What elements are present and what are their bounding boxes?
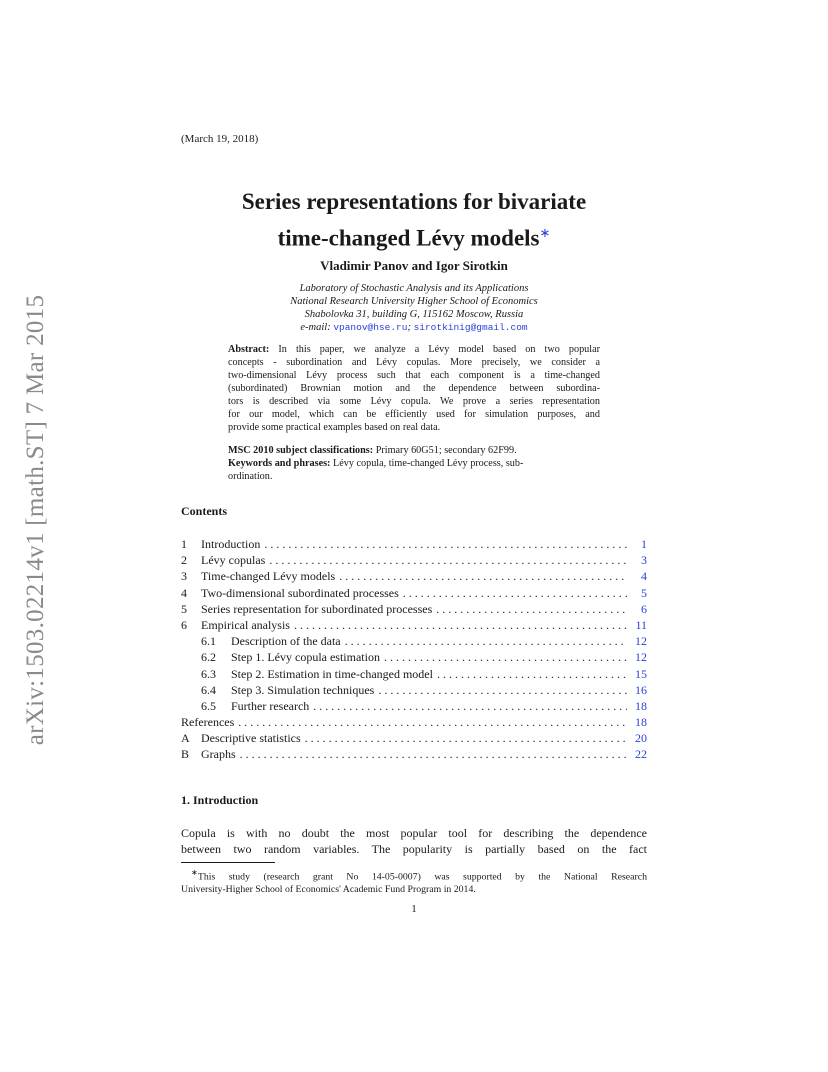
toc-title: References xyxy=(181,715,235,730)
msc-label: MSC 2010 subject classifications: xyxy=(228,445,374,456)
affiliation-line-3: Shabolovka 31, building G, 115162 Moscow, Russia xyxy=(304,309,524,320)
footnote-rule xyxy=(181,862,275,863)
body-line-1: Copula is with no doubt the most popular tool for describing the dependence xyxy=(181,826,647,840)
toc-page-link[interactable]: 6 xyxy=(641,601,647,616)
toc-row-description-of-data[interactable] xyxy=(181,634,647,650)
arxiv-identifier-stamp: arXiv:1503.02214v1 [math.ST] 7 Mar 2015 xyxy=(22,294,49,746)
toc-number: 6.4 xyxy=(201,682,216,697)
abstract-line-1 xyxy=(228,343,600,356)
toc-title: Series representation for subordinated processes xyxy=(201,601,433,616)
table-of-contents xyxy=(181,537,647,764)
toc-title: Step 1. Lévy copula estimation xyxy=(231,650,380,665)
toc-row-series-representation[interactable] xyxy=(181,602,647,618)
toc-leader-dots xyxy=(238,715,627,730)
keywords-label: Keywords and phrases: xyxy=(228,458,331,469)
toc-page-link[interactable]: 20 xyxy=(635,731,647,746)
toc-page-link[interactable]: 12 xyxy=(635,634,647,649)
toc-leader-dots xyxy=(339,569,627,584)
toc-row-step3[interactable] xyxy=(181,683,647,699)
toc-title: Two-dimensional subordinated processes xyxy=(201,585,399,600)
abstract-label: Abstract: xyxy=(228,344,270,355)
footnote xyxy=(181,866,647,896)
footnote-line-2: University-Higher School of Economics' Academic Fund Program in 2014. xyxy=(181,884,476,896)
keywords-text-1: Lévy copula, time-changed Lévy process, sub- xyxy=(333,458,524,469)
title-line-1: Series representations for bivariate xyxy=(241,189,587,214)
toc-leader-dots xyxy=(305,731,627,746)
toc-title: Further research xyxy=(231,698,310,713)
affiliation-line-1: Laboratory of Stochastic Analysis and its Applications xyxy=(299,283,529,294)
toc-page-link[interactable]: 18 xyxy=(635,715,647,730)
toc-page-link[interactable]: 15 xyxy=(635,666,647,681)
toc-number: 6.1 xyxy=(201,634,216,649)
toc-row-two-dimensional[interactable] xyxy=(181,586,647,602)
toc-page-link[interactable]: 12 xyxy=(635,650,647,665)
abstract-line-6: for our model, which can be efficiently used for simulation purposes, and xyxy=(228,409,600,420)
abstract-line-2: concepts - subordination and Lévy copulas. More precisely, we consider a xyxy=(228,357,600,368)
toc-row-descriptive-statistics[interactable] xyxy=(181,731,647,747)
toc-title: Descriptive statistics xyxy=(201,731,301,746)
toc-row-graphs[interactable] xyxy=(181,747,647,763)
toc-page-link[interactable]: 16 xyxy=(635,682,647,697)
toc-leader-dots xyxy=(378,683,627,698)
toc-title: Time-changed Lévy models xyxy=(201,569,336,584)
paper-title xyxy=(181,186,647,254)
toc-row-introduction[interactable] xyxy=(181,537,647,553)
toc-number: 6.3 xyxy=(201,666,216,681)
footnote-line-1-text: This study (research grant No 14-05-0007) was supported by the National Research xyxy=(197,871,647,883)
abstract-line-7: provide some practical examples based on real data. xyxy=(228,422,441,433)
toc-title: Lévy copulas xyxy=(201,553,266,568)
section-heading-introduction: 1. Introduction xyxy=(181,793,259,807)
affiliation-line-2: National Research University Higher School of Economics xyxy=(290,296,538,307)
toc-number: 4 xyxy=(181,585,187,600)
toc-number: 6.5 xyxy=(201,698,216,713)
toc-row-levy-copulas[interactable] xyxy=(181,553,647,569)
toc-number: 5 xyxy=(181,601,187,616)
toc-title: Graphs xyxy=(201,747,236,762)
toc-number: 3 xyxy=(181,569,187,584)
toc-leader-dots xyxy=(313,699,627,714)
toc-leader-dots xyxy=(403,586,627,601)
toc-number: 6 xyxy=(181,617,187,632)
toc-leader-dots xyxy=(240,747,627,762)
toc-number: A xyxy=(181,731,190,746)
msc-text: Primary 60G51; secondary 62F99. xyxy=(375,445,517,456)
toc-page-link[interactable]: 1 xyxy=(641,537,647,551)
toc-page-link[interactable]: 11 xyxy=(635,617,647,632)
introduction-paragraph xyxy=(181,825,647,857)
email-label: e-mail: xyxy=(300,322,331,333)
title-line-2-text: time-changed Lévy models xyxy=(277,225,540,251)
toc-row-further-research[interactable] xyxy=(181,699,647,715)
toc-leader-dots xyxy=(345,634,627,649)
abstract-line-3: two-dimensional Lévy process such that each component is a time-changed xyxy=(228,370,600,381)
email-link-2[interactable]: sirotkinig@gmail.com xyxy=(413,322,528,333)
msc-line xyxy=(228,444,600,457)
email-line xyxy=(181,321,647,334)
abstract-line-1-text: In this paper, we analyze a Lévy model based on two popular xyxy=(278,344,601,355)
toc-row-empirical-analysis[interactable] xyxy=(181,618,647,634)
toc-number: 6.2 xyxy=(201,650,216,665)
toc-title: Step 2. Estimation in time-changed model xyxy=(231,666,433,681)
keywords-line-2: ordination. xyxy=(228,471,273,482)
toc-title: Description of the data xyxy=(231,634,341,649)
toc-row-references[interactable] xyxy=(181,715,647,731)
toc-title: Empirical analysis xyxy=(201,617,290,632)
toc-number: B xyxy=(181,747,190,762)
title-line-2 xyxy=(181,217,647,254)
footnote-line-1 xyxy=(181,866,647,883)
toc-number: 2 xyxy=(181,553,187,568)
toc-row-time-changed-models[interactable] xyxy=(181,569,647,585)
toc-page-link[interactable]: 4 xyxy=(641,569,647,584)
toc-leader-dots xyxy=(294,618,627,633)
footnote-mark: ∗ xyxy=(191,868,198,877)
toc-leader-dots xyxy=(436,602,627,617)
email-separator: ; xyxy=(407,322,411,333)
affiliation xyxy=(181,282,647,334)
toc-page-link[interactable]: 5 xyxy=(641,585,647,600)
toc-leader-dots xyxy=(384,650,627,665)
abstract-line-4: (subordinated) Brownian motion and the dependence between subordina- xyxy=(228,383,600,394)
page-number: 1 xyxy=(411,903,417,915)
body-line-2: between two random variables. The popularity is partially based on the fact xyxy=(181,842,647,856)
toc-leader-dots xyxy=(269,553,627,568)
abstract xyxy=(228,343,600,434)
date-line: (March 19, 2018) xyxy=(181,133,259,145)
toc-leader-dots xyxy=(437,667,627,682)
toc-title: Introduction xyxy=(201,537,261,551)
abstract-line-5: tors is described via some Lévy copula. We prove a series representation xyxy=(228,396,600,407)
email-link-1[interactable]: vpanov@hse.ru xyxy=(333,322,408,333)
toc-page-link[interactable]: 3 xyxy=(641,553,647,568)
authors: Vladimir Panov and Igor Sirotkin xyxy=(320,258,508,273)
toc-row-step1[interactable] xyxy=(181,650,647,666)
classification-block xyxy=(228,444,600,483)
toc-number: 1 xyxy=(181,537,187,551)
title-footnote-link[interactable]: ∗ xyxy=(539,225,551,240)
toc-title: Step 3. Simulation techniques xyxy=(231,682,375,697)
contents-heading: Contents xyxy=(181,504,228,518)
toc-page-link[interactable]: 22 xyxy=(635,747,647,762)
toc-page-link[interactable]: 18 xyxy=(635,698,647,713)
toc-leader-dots xyxy=(264,537,627,552)
toc-row-step2[interactable] xyxy=(181,667,647,683)
keywords-line-1 xyxy=(228,457,600,470)
